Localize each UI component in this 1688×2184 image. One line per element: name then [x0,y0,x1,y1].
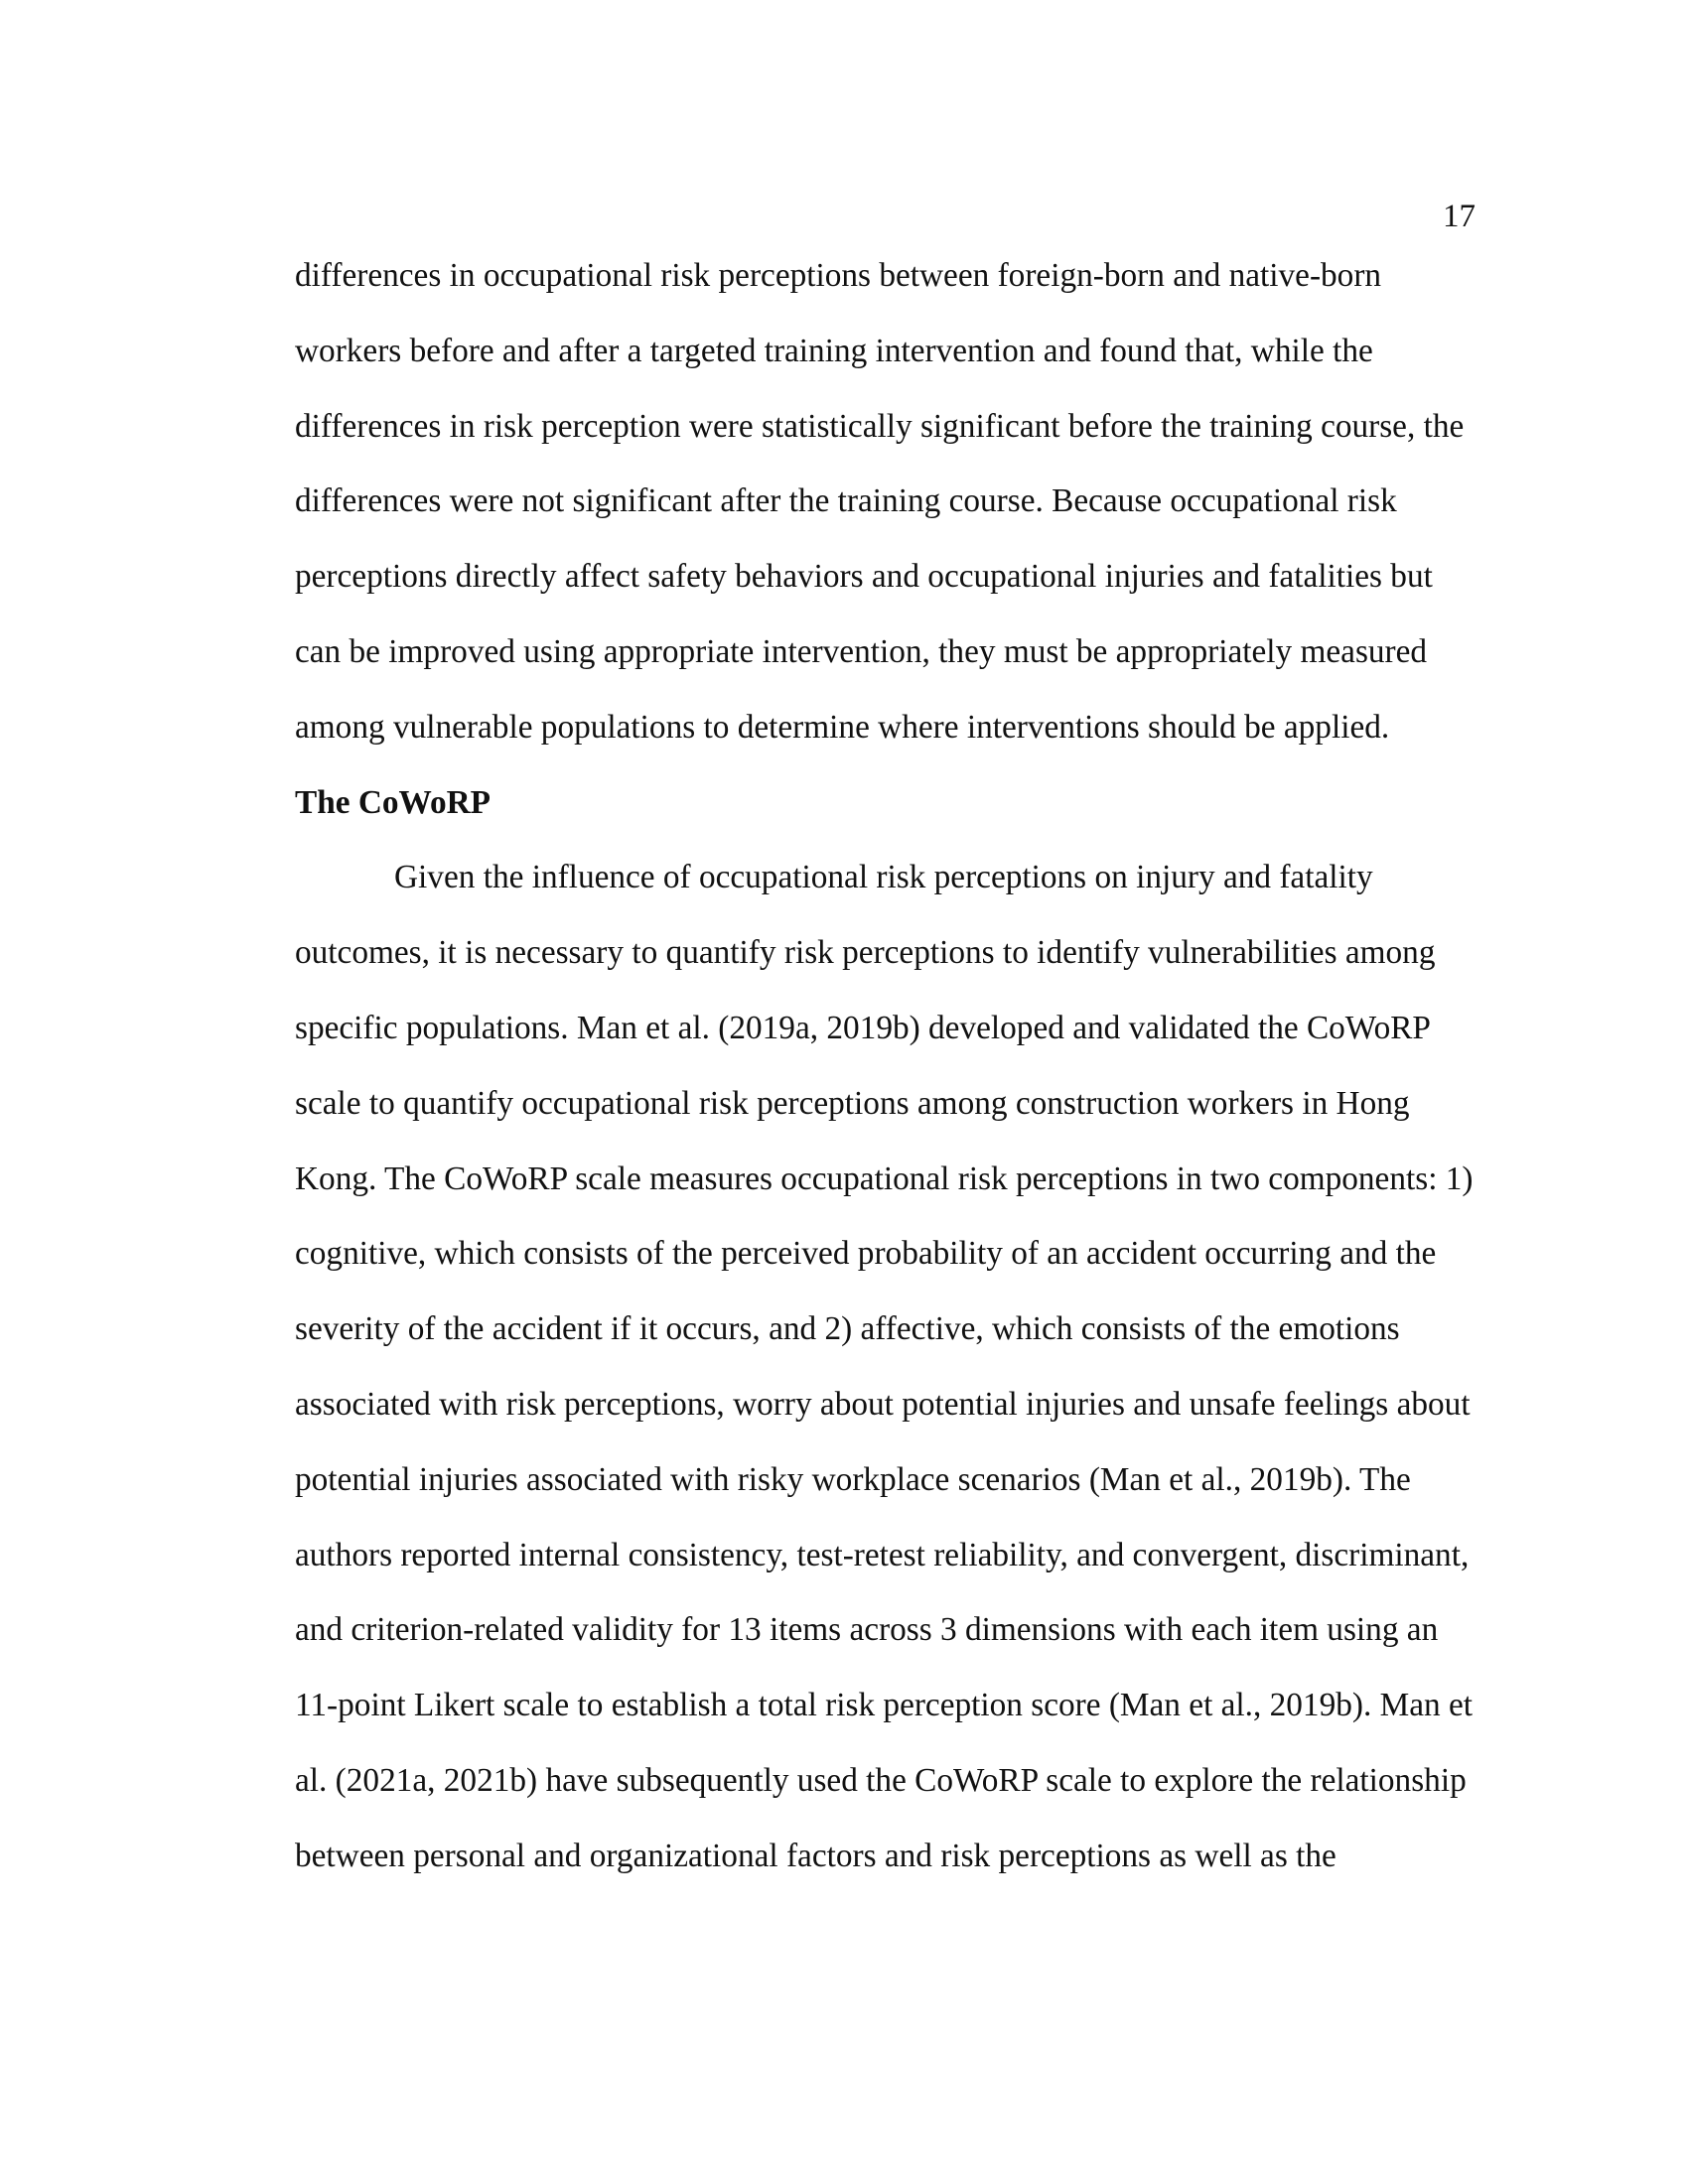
text-line: outcomes, it is necessary to quantify risk perceptions to identify vulnerabilities among [295,934,1436,972]
text-line: cognitive, which consists of the perceived probability of an accident occurring and the [295,1235,1437,1273]
text-line: workers before and after a targeted training intervention and found that, while the [295,332,1373,369]
text-line: can be improved using appropriate intervention, they must be appropriately measured [295,632,1428,670]
text-line: 11-point Likert scale to establish a total risk perception score (Man et al., 2019b). Man et [295,1687,1474,1724]
text-line: Given the influence of occupational risk perceptions on injury and fatality [394,859,1373,896]
text-line: differences were not significant after the training course. Because occupational risk [295,482,1397,520]
text-line: associated with risk perceptions, worry about potential injuries and unsafe feelings about [295,1385,1471,1423]
text-line: and criterion-related validity for 13 items across 3 dimensions with each item using an [295,1611,1439,1649]
body-text [295,238,1474,1894]
text-line: al. (2021a, 2021b) have subsequently used the CoWoRP scale to explore the relationship [295,1761,1467,1799]
text-line: specific populations. Man et al. (2019a, 2019b) developed and validated the CoWoRP [295,1009,1431,1046]
text-line: severity of the accident if it occurs, and 2) affective, which consists of the emotions [295,1310,1400,1348]
section-heading: The CoWoRP [295,783,492,821]
text-line: scale to quantify occupational risk perceptions among construction workers in Hong [295,1084,1410,1122]
text-line: differences in occupational risk perceptions between foreign-born and native-born [295,257,1382,294]
paragraph-coworp [295,840,1474,1893]
text-line: authors reported internal consistency, test-retest reliability, and convergent, discriminant, [295,1536,1470,1573]
text-line: potential injuries associated with risky workplace scenarios (Man et al., 2019b). The [295,1460,1411,1498]
page-number: 17 [1443,199,1476,234]
text-line: perceptions directly affect safety behaviors and occupational injuries and fatalities but [295,558,1433,596]
text-line: among vulnerable populations to determine where interventions should be applied. [295,708,1390,746]
text-line: differences in risk perception were statistically significant before the training course, the [295,407,1465,445]
text-line: between personal and organizational factors and risk perceptions as well as the [295,1837,1336,1874]
text-line: Kong. The CoWoRP scale measures occupational risk perceptions in two components: 1) [295,1160,1474,1197]
paragraph-continuation [295,238,1467,765]
